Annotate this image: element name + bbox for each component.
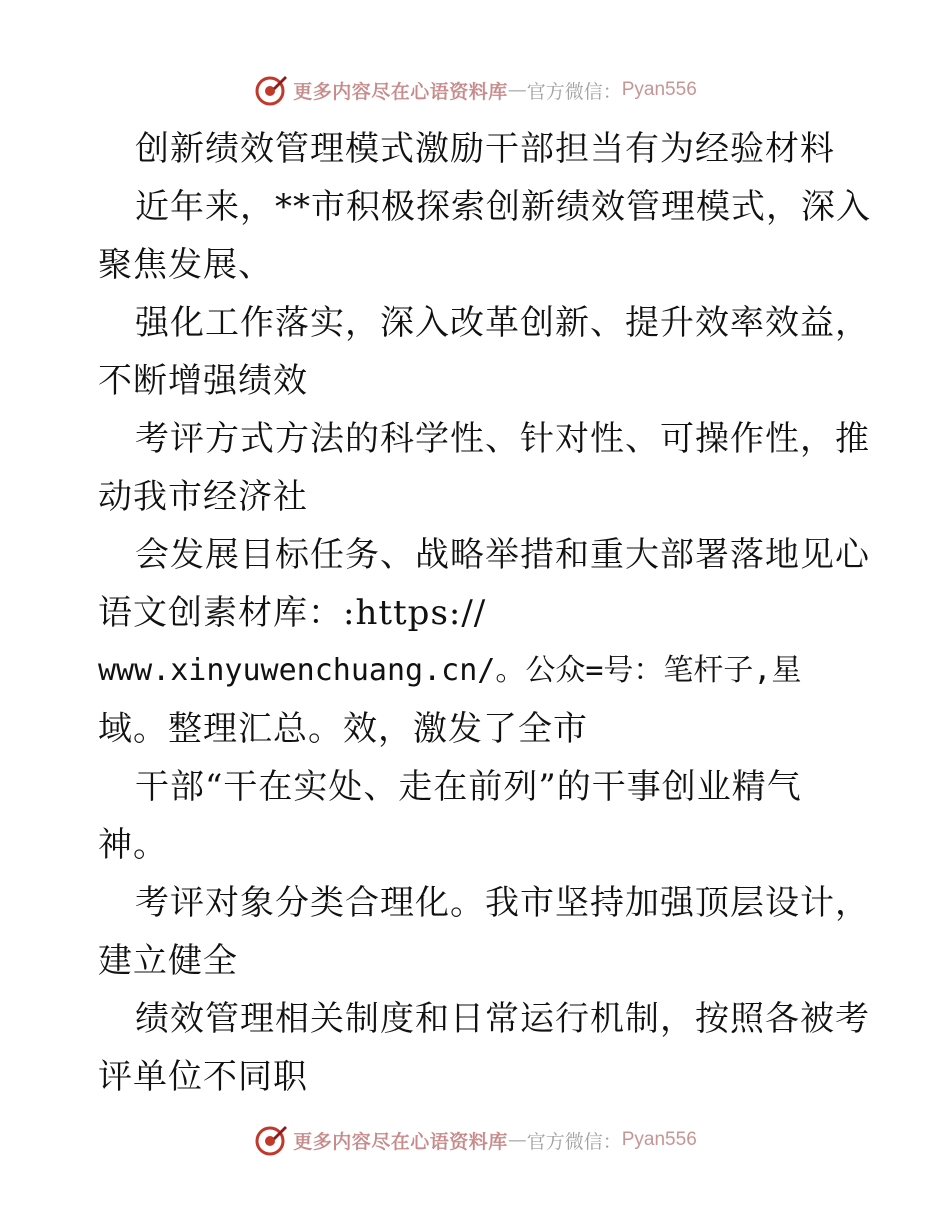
document-body xyxy=(98,120,871,1106)
url-line: www.xinyuwenchuang.cn/。公众=号：笔杆子,星 xyxy=(98,653,802,688)
text-line: 神。 xyxy=(98,825,168,865)
text-line: 会发展目标任务、战略举措和重大部署落地见心 xyxy=(135,535,870,575)
banner-text: 更多内容尽在心语资料库 xyxy=(293,1130,508,1153)
text-line: 语文创素材库：:https:// xyxy=(98,593,487,633)
footer-banner xyxy=(0,1120,950,1160)
banner-contact-label: 官方微信： xyxy=(526,80,622,103)
banner-contact-label: 官方微信： xyxy=(526,1130,622,1153)
text-line: 考评方式方法的科学性、针对性、可操作性，推 xyxy=(135,419,870,459)
text-line: 评单位不同职 xyxy=(98,1057,308,1097)
text-line: 强化工作落实，深入改革创新、提升效率效益， xyxy=(135,303,870,343)
text-line: 绩效管理相关制度和日常运行机制，按照各被考 xyxy=(135,999,870,1039)
quill-logo-icon xyxy=(253,1122,289,1158)
text-line: 聚焦发展、 xyxy=(98,245,273,285)
text-line: 域。整理汇总。效，激发了全市 xyxy=(98,709,588,749)
banner-separator: — xyxy=(507,1129,527,1151)
banner-wechat-handle: Pyan556 xyxy=(621,1129,697,1150)
banner-text: 更多内容尽在心语资料库 xyxy=(293,80,508,103)
text-line: 干部“干在实处、走在前列”的干事创业精气 xyxy=(135,767,802,807)
text-line: 考评对象分类合理化。我市坚持加强顶层设计， xyxy=(135,883,870,923)
header-banner xyxy=(0,70,950,110)
document-title: 创新绩效管理模式激励干部担当有为经验材料 xyxy=(135,129,835,169)
banner-separator: — xyxy=(507,79,527,101)
text-line: 近年来，**市积极探索创新绩效管理模式，深入 xyxy=(135,187,871,227)
text-line: 建立健全 xyxy=(98,941,238,981)
quill-logo-icon xyxy=(253,72,289,108)
text-line: 动我市经济社 xyxy=(98,477,308,517)
banner-wechat-handle: Pyan556 xyxy=(621,79,697,100)
text-line: 不断增强绩效 xyxy=(98,361,308,401)
